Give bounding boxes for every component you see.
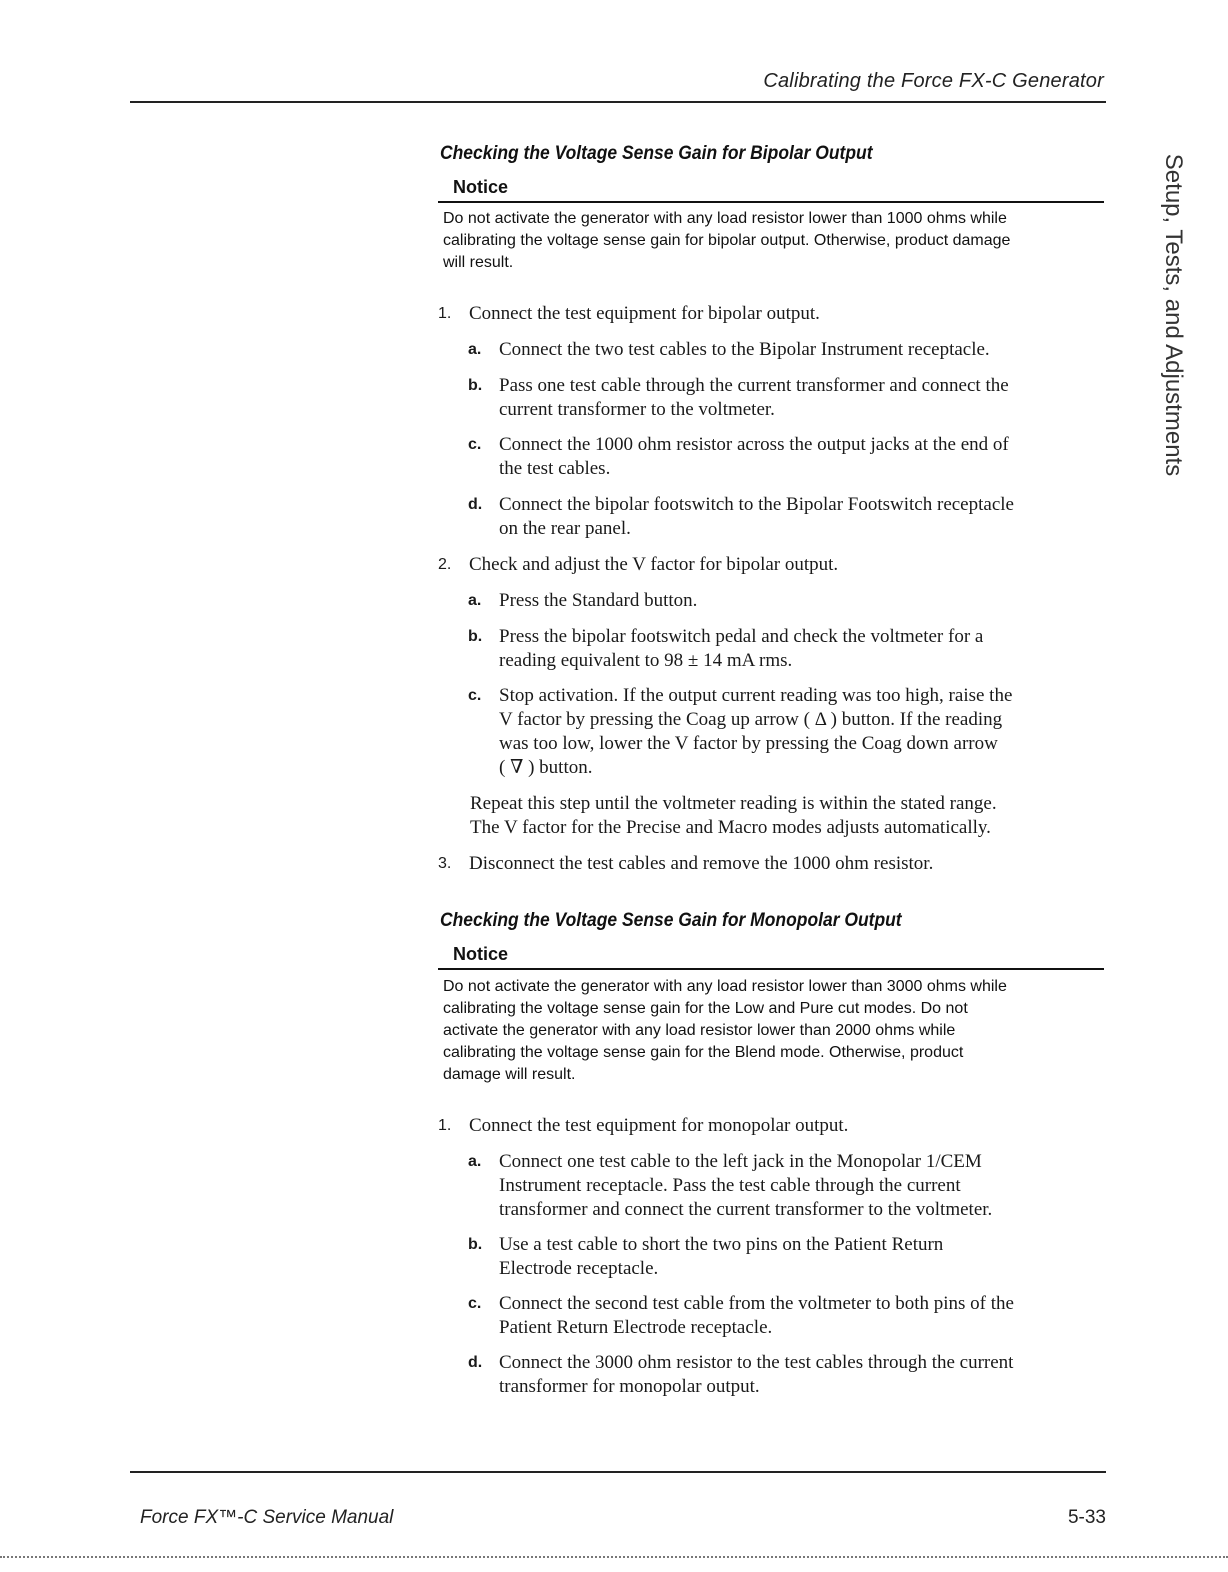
bipolar-step-2c	[468, 684, 1108, 780]
notice-line: will result.	[443, 254, 514, 271]
substep-line: V factor by pressing the Coag up arrow ( Δ ) button. If the reading	[499, 709, 1003, 730]
substep-text	[499, 338, 1108, 362]
substep-line: Connect the bipolar footswitch to the Bipolar Footswitch receptacle	[499, 494, 1014, 515]
substep-letter: c.	[468, 687, 482, 704]
notice-line: Do not activate the generator with any load resistor lower than 3000 ohms while	[443, 978, 1007, 995]
step-number: 3.	[438, 855, 452, 872]
scan-edge-divider	[0, 1556, 1228, 1558]
bipolar-step-1	[438, 302, 1108, 326]
notice-line: calibrating the voltage sense gain for bipolar output. Otherwise, product damage	[443, 232, 1011, 249]
step-text: Check and adjust the V factor for bipolar output.	[469, 554, 839, 575]
notice-line: Do not activate the generator with any load resistor lower than 1000 ohms while	[443, 210, 1007, 227]
substep-line: on the rear panel.	[499, 518, 631, 539]
bipolar-step-2b	[468, 625, 1108, 673]
substep-line: Use a test cable to short the two pins on the Patient Return	[499, 1234, 944, 1255]
substep-line: transformer for monopolar output.	[499, 1376, 760, 1397]
note-line: Repeat this step until the voltmeter reading is within the stated range.	[470, 793, 997, 814]
step-number: 1.	[438, 1117, 452, 1134]
substep-text	[499, 1233, 1108, 1281]
step-number: 1.	[438, 305, 452, 322]
substep-line: Connect the 3000 ohm resistor to the test cables through the current	[499, 1352, 1014, 1373]
bipolar-notice-rule	[438, 201, 1104, 203]
substep-line: Connect the second test cable from the voltmeter to both pins of the	[499, 1293, 1014, 1314]
monopolar-step-1b	[468, 1233, 1108, 1281]
substep-text	[499, 493, 1108, 541]
step-number: 2.	[438, 556, 452, 573]
substep-text	[499, 1292, 1108, 1340]
step-text: Connect the test equipment for bipolar output.	[469, 303, 820, 324]
notice-line: calibrating the voltage sense gain for the Blend mode. Otherwise, product	[443, 1044, 964, 1061]
bipolar-step-2-note	[470, 792, 1110, 840]
substep-line: Patient Return Electrode receptacle.	[499, 1317, 773, 1338]
substep-line: Connect one test cable to the left jack in the Monopolar 1/CEM	[499, 1151, 982, 1172]
substep-line: Connect the 1000 ohm resistor across the output jacks at the end of	[499, 434, 1009, 455]
substep-line: transformer and connect the current transformer to the voltmeter.	[499, 1199, 993, 1220]
footer-manual-title: Force FX™-C Service Manual	[140, 1507, 394, 1528]
bipolar-step-3	[438, 852, 1108, 876]
monopolar-section-heading: Checking the Voltage Sense Gain for Monopolar Output	[440, 910, 902, 931]
substep-line: Stop activation. If the output current reading was too high, raise the	[499, 685, 1013, 706]
side-tab-label: Setup, Tests, and Adjustments	[1160, 153, 1187, 477]
bipolar-section-heading: Checking the Voltage Sense Gain for Bipolar Output	[440, 143, 873, 164]
note-line: The V factor for the Precise and Macro modes adjusts automatically.	[470, 817, 991, 838]
monopolar-step-1a	[468, 1150, 1108, 1222]
substep-line: was too low, lower the V factor by pressing the Coag down arrow	[499, 733, 998, 754]
substep-line: Press the bipolar footswitch pedal and check the voltmeter for a	[499, 626, 984, 647]
substep-letter: a.	[468, 592, 482, 609]
running-header: Calibrating the Force FX-C Generator	[763, 70, 1104, 92]
substep-line: Electrode receptacle.	[499, 1258, 659, 1279]
step-text: Connect the test equipment for monopolar output.	[469, 1115, 849, 1136]
monopolar-notice-text	[443, 976, 1103, 1086]
substep-letter: a.	[468, 341, 482, 358]
substep-line: reading equivalent to 98 ± 14 mA rms.	[499, 650, 793, 671]
substep-text	[499, 589, 1108, 613]
bipolar-step-1d	[468, 493, 1108, 541]
substep-letter: a.	[468, 1153, 482, 1170]
substep-line: current transformer to the voltmeter.	[499, 399, 775, 420]
substep-line: Pass one test cable through the current transformer and connect the	[499, 375, 1009, 396]
monopolar-step-1	[438, 1114, 1108, 1138]
bipolar-notice-text	[443, 208, 1103, 274]
substep-text	[499, 374, 1108, 422]
substep-line: Instrument receptacle. Pass the test cable through the current	[499, 1175, 961, 1196]
substep-letter: c.	[468, 1295, 482, 1312]
substep-line: Press the Standard button.	[499, 590, 698, 611]
substep-text	[499, 1150, 1108, 1222]
substep-letter: d.	[468, 1354, 483, 1371]
monopolar-notice-title: Notice	[453, 944, 509, 964]
substep-line: Connect the two test cables to the Bipolar Instrument receptacle.	[499, 339, 990, 360]
notice-line: damage will result.	[443, 1066, 576, 1083]
substep-letter: b.	[468, 377, 483, 394]
monopolar-step-1c	[468, 1292, 1108, 1340]
notice-line: activate the generator with any load resistor lower than 2000 ohms while	[443, 1022, 956, 1039]
substep-letter: c.	[468, 436, 482, 453]
page-number: 5-33	[1067, 1507, 1106, 1528]
substep-text	[499, 1351, 1108, 1399]
notice-line: calibrating the voltage sense gain for the Low and Pure cut modes. Do not	[443, 1000, 968, 1017]
substep-text	[499, 684, 1108, 780]
substep-letter: b.	[468, 1236, 483, 1253]
bipolar-step-2	[438, 553, 1108, 577]
monopolar-notice-rule	[438, 968, 1104, 970]
bipolar-step-1a	[468, 338, 1108, 362]
substep-line: the test cables.	[499, 458, 611, 479]
substep-text	[499, 433, 1108, 481]
header-rule	[130, 101, 1106, 103]
step-text: Disconnect the test cables and remove the 1000 ohm resistor.	[469, 853, 934, 874]
monopolar-step-1d	[468, 1351, 1108, 1399]
bipolar-step-2a	[468, 589, 1108, 613]
section-side-tab	[1150, 153, 1196, 477]
bipolar-step-1c	[468, 433, 1108, 481]
substep-letter: d.	[468, 496, 483, 513]
substep-letter: b.	[468, 628, 483, 645]
footer-rule	[130, 1471, 1106, 1473]
substep-line: ( ∇ ) button.	[499, 757, 593, 778]
bipolar-step-1b	[468, 374, 1108, 422]
substep-text	[499, 625, 1108, 673]
bipolar-notice-title: Notice	[453, 177, 509, 197]
